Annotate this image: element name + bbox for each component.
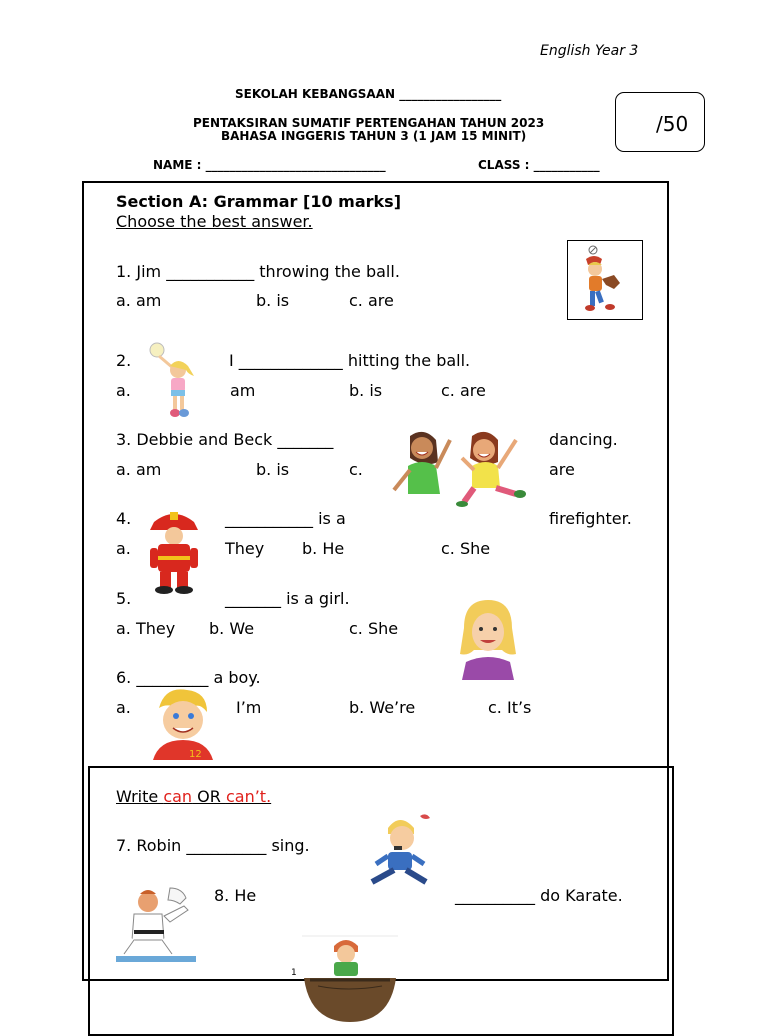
word-can: can [163,787,193,806]
word-or: OR [192,787,226,806]
instruction-write: Write [116,787,164,806]
boy-throwing-ball-image [567,240,643,320]
q3-option-c-text[interactable]: are [549,460,575,479]
q1-option-a[interactable]: a. am [116,291,162,310]
score-total: /50 [656,112,689,136]
school-line: SEKOLAH KEBANGSAAN _________________ [235,87,502,101]
section-a-title: Section A: Grammar [10 marks] [116,192,401,211]
girl-hitting-ball-image [133,338,217,420]
q1-option-b[interactable]: b. is [256,291,290,310]
q2-stem: I _____________ hitting the ball. [229,351,471,370]
q1-stem: 1. Jim ___________ throwing the ball. [116,262,400,281]
girls-dancing-image [388,428,528,508]
q3-option-a[interactable]: a. am [116,460,162,479]
q6-option-b[interactable]: b. We’re [349,698,416,717]
q5-option-b[interactable]: b. We [209,619,255,638]
q6-option-c[interactable]: c. It’s [488,698,532,717]
q2-number: 2. [116,351,132,370]
q3-stem-end: dancing. [549,430,618,449]
exam-subtitle: BAHASA INGGERIS TAHUN 3 (1 JAM 15 MINIT) [221,129,527,143]
q6-option-a-text[interactable]: I’m [236,698,262,717]
q2-option-c[interactable]: c. are [441,381,486,400]
boy-image [143,686,223,760]
q5-option-a[interactable]: a. They [116,619,176,638]
q4-option-a-text[interactable]: They [225,539,265,558]
q6-option-a[interactable]: a. [116,698,131,717]
boy-singing-image [358,810,438,888]
girl-cooking-image [298,934,402,1024]
subject-label: English Year 3 [540,43,639,59]
exam-title: PENTAKSIRAN SUMATIF PERTENGAHAN TAHUN 2023 [193,116,545,130]
firefighter-image [140,508,210,596]
q2-option-a[interactable]: a. [116,381,131,400]
section-b-instruction [116,787,271,806]
q7-stem: 7. Robin __________ sing. [116,836,310,855]
q8-stem-end: __________ do Karate. [455,886,623,905]
q6-stem: 6. _________ a boy. [116,668,261,687]
q4-option-a[interactable]: a. [116,539,131,558]
q3-stem: 3. Debbie and Beck _______ [116,430,334,449]
svg-text:12: 12 [189,749,202,760]
q3-option-c[interactable]: c. [349,460,363,479]
q4-option-c[interactable]: c. She [441,539,491,558]
q8-stem-start: 8. He [214,886,257,905]
girl-image [446,598,530,680]
q4-stem: ___________ is a [225,509,346,528]
page-number: 1 [291,968,297,978]
q4-number: 4. [116,509,132,528]
word-cant: can’t. [225,787,272,806]
boy-karate-image [112,882,200,964]
q5-option-c[interactable]: c. She [349,619,399,638]
q4-option-b[interactable]: b. He [302,539,345,558]
q2-option-a-text[interactable]: am [230,381,256,400]
q3-option-b[interactable]: b. is [256,460,290,479]
name-field[interactable]: NAME : ______________________________ [153,158,386,172]
q2-option-b[interactable]: b. is [349,381,383,400]
q5-stem: _______ is a girl. [225,589,350,608]
section-a-instruction: Choose the best answer. [116,212,313,231]
q4-stem-end: firefighter. [549,509,632,528]
class-field[interactable]: CLASS : ___________ [478,158,600,172]
score-box [615,92,705,152]
q1-option-c[interactable]: c. are [349,291,394,310]
q5-number: 5. [116,589,132,608]
